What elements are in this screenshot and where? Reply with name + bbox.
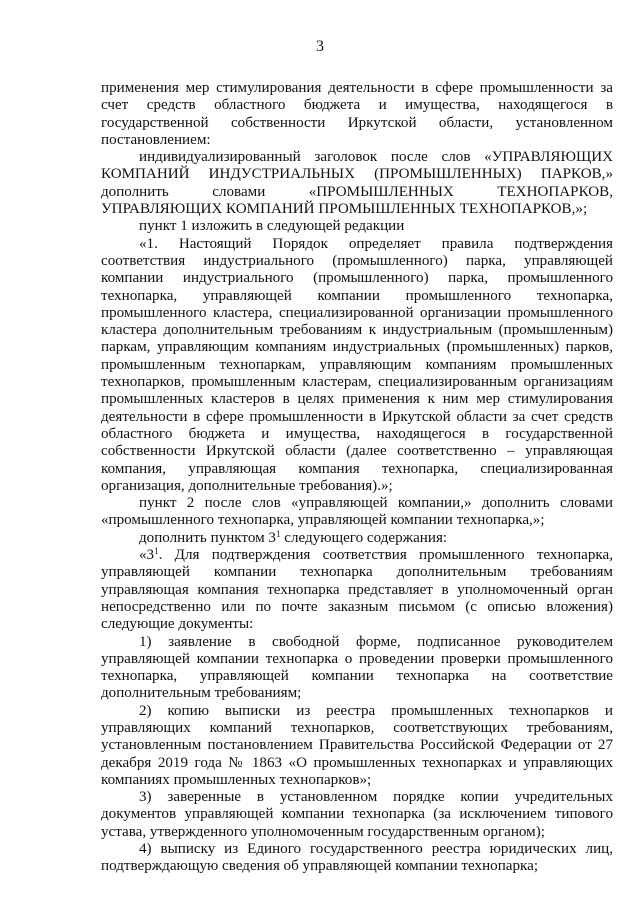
page-number: 3 — [316, 38, 324, 55]
paragraph-point-3-1-text: «$3^1$. Для подтверждения соответствия промышленного технопарка, управляющей компании технопарка дополнительным требованиям управляющая компания технопарка представляет в уполномоченный орган непосредственно или по почте заказным письмом (с описью вложения) следующие документы: — [101, 546, 613, 633]
paragraph-continuation: применения мер стимулирования деятельности в сфере промышленности за счет средств областного бюджета и имущества, находящегося в государственной собственности Иркутской области, установленном постановлением: — [101, 80, 613, 148]
paragraph-heading-amendment: индивидуализированный заголовок после слов «УПРАВЛЯЮЩИХ КОМПАНИЙ ИНДУСТРИАЛЬНЫХ (ПРОМЫШЛЕННЫХ) ПАРКОВ,» дополнить словами «ПРОМЫШЛЕННЫХ ТЕХНОПАРКОВ, УПРАВЛЯЮЩИХ КОМПАНИЙ ПРОМЫШЛЕННЫХ ТЕХНОПАРКОВ,»; — [101, 149, 613, 218]
paragraph-point-1-text: «1. Настоящий Порядок определяет правила подтверждения соответствия индустриального (промышленного) парка, управляющей компании индустриального (промышленного) парка, промышленного технопарка, управляющей компании промышленного технопарка, промышленного кластера, специализированной организации промышленного кластера дополнительным требованиям к индустриальным (промышленным) паркам, управляющим компаниям индустриальных (промышленных) парков, промышленным технопаркам, управляющим компаниям промышленных технопарков, промышленным кластерам, специализированным организациям промышленных кластеров в целях применения к ним мер стимулирования деятельности в сфере промышленности в Иркутской области за счет средств областного бюджета и имущества, находящегося в государственной собственности Иркутской области (далее соответственно – управляющая компания, управляющая компания технопарка, специализированная организация, дополнительные требования).»; — [101, 235, 613, 494]
list-item-4: 4) выписку из Единого государственного реестра юридических лиц, подтверждающую сведения об управляющей компании технопарка; — [101, 841, 613, 875]
paragraph-point-3-1-intro: дополнить пунктом $3^1$ следующего содержания: — [139, 528, 448, 546]
paragraph-point-2: пункт 2 после слов «управляющей компании,» дополнить словами «промышленного технопарка, управляющей компании технопарка,»; — [101, 495, 613, 529]
document-body — [101, 80, 613, 876]
list-item-2: 2) копию выписки из реестра промышленных технопарков и управляющих компаний технопарков, соответствующих требованиям, установленным постановлением Правительства Российской Федерации от 27 декабря 2019 года № 1863 «О промышленных технопарках и управляющих компаниях промышленных технопарков»; — [101, 702, 613, 788]
paragraph-point-1-intro: пункт 1 изложить в следующей редакции — [139, 218, 405, 235]
list-item-3: 3) заверенные в установленном порядке копии учредительных документов управляющей компании технопарка (за исключением типового устава, утвержденного уполномоченным государственным органом); — [101, 789, 613, 840]
list-item-1: 1) заявление в свободной форме, подписанное руководителем управляющей компании технопарка о проведении проверки промышленного технопарка, управляющей компании технопарка на соответствие дополнительным требованиям; — [101, 633, 613, 702]
